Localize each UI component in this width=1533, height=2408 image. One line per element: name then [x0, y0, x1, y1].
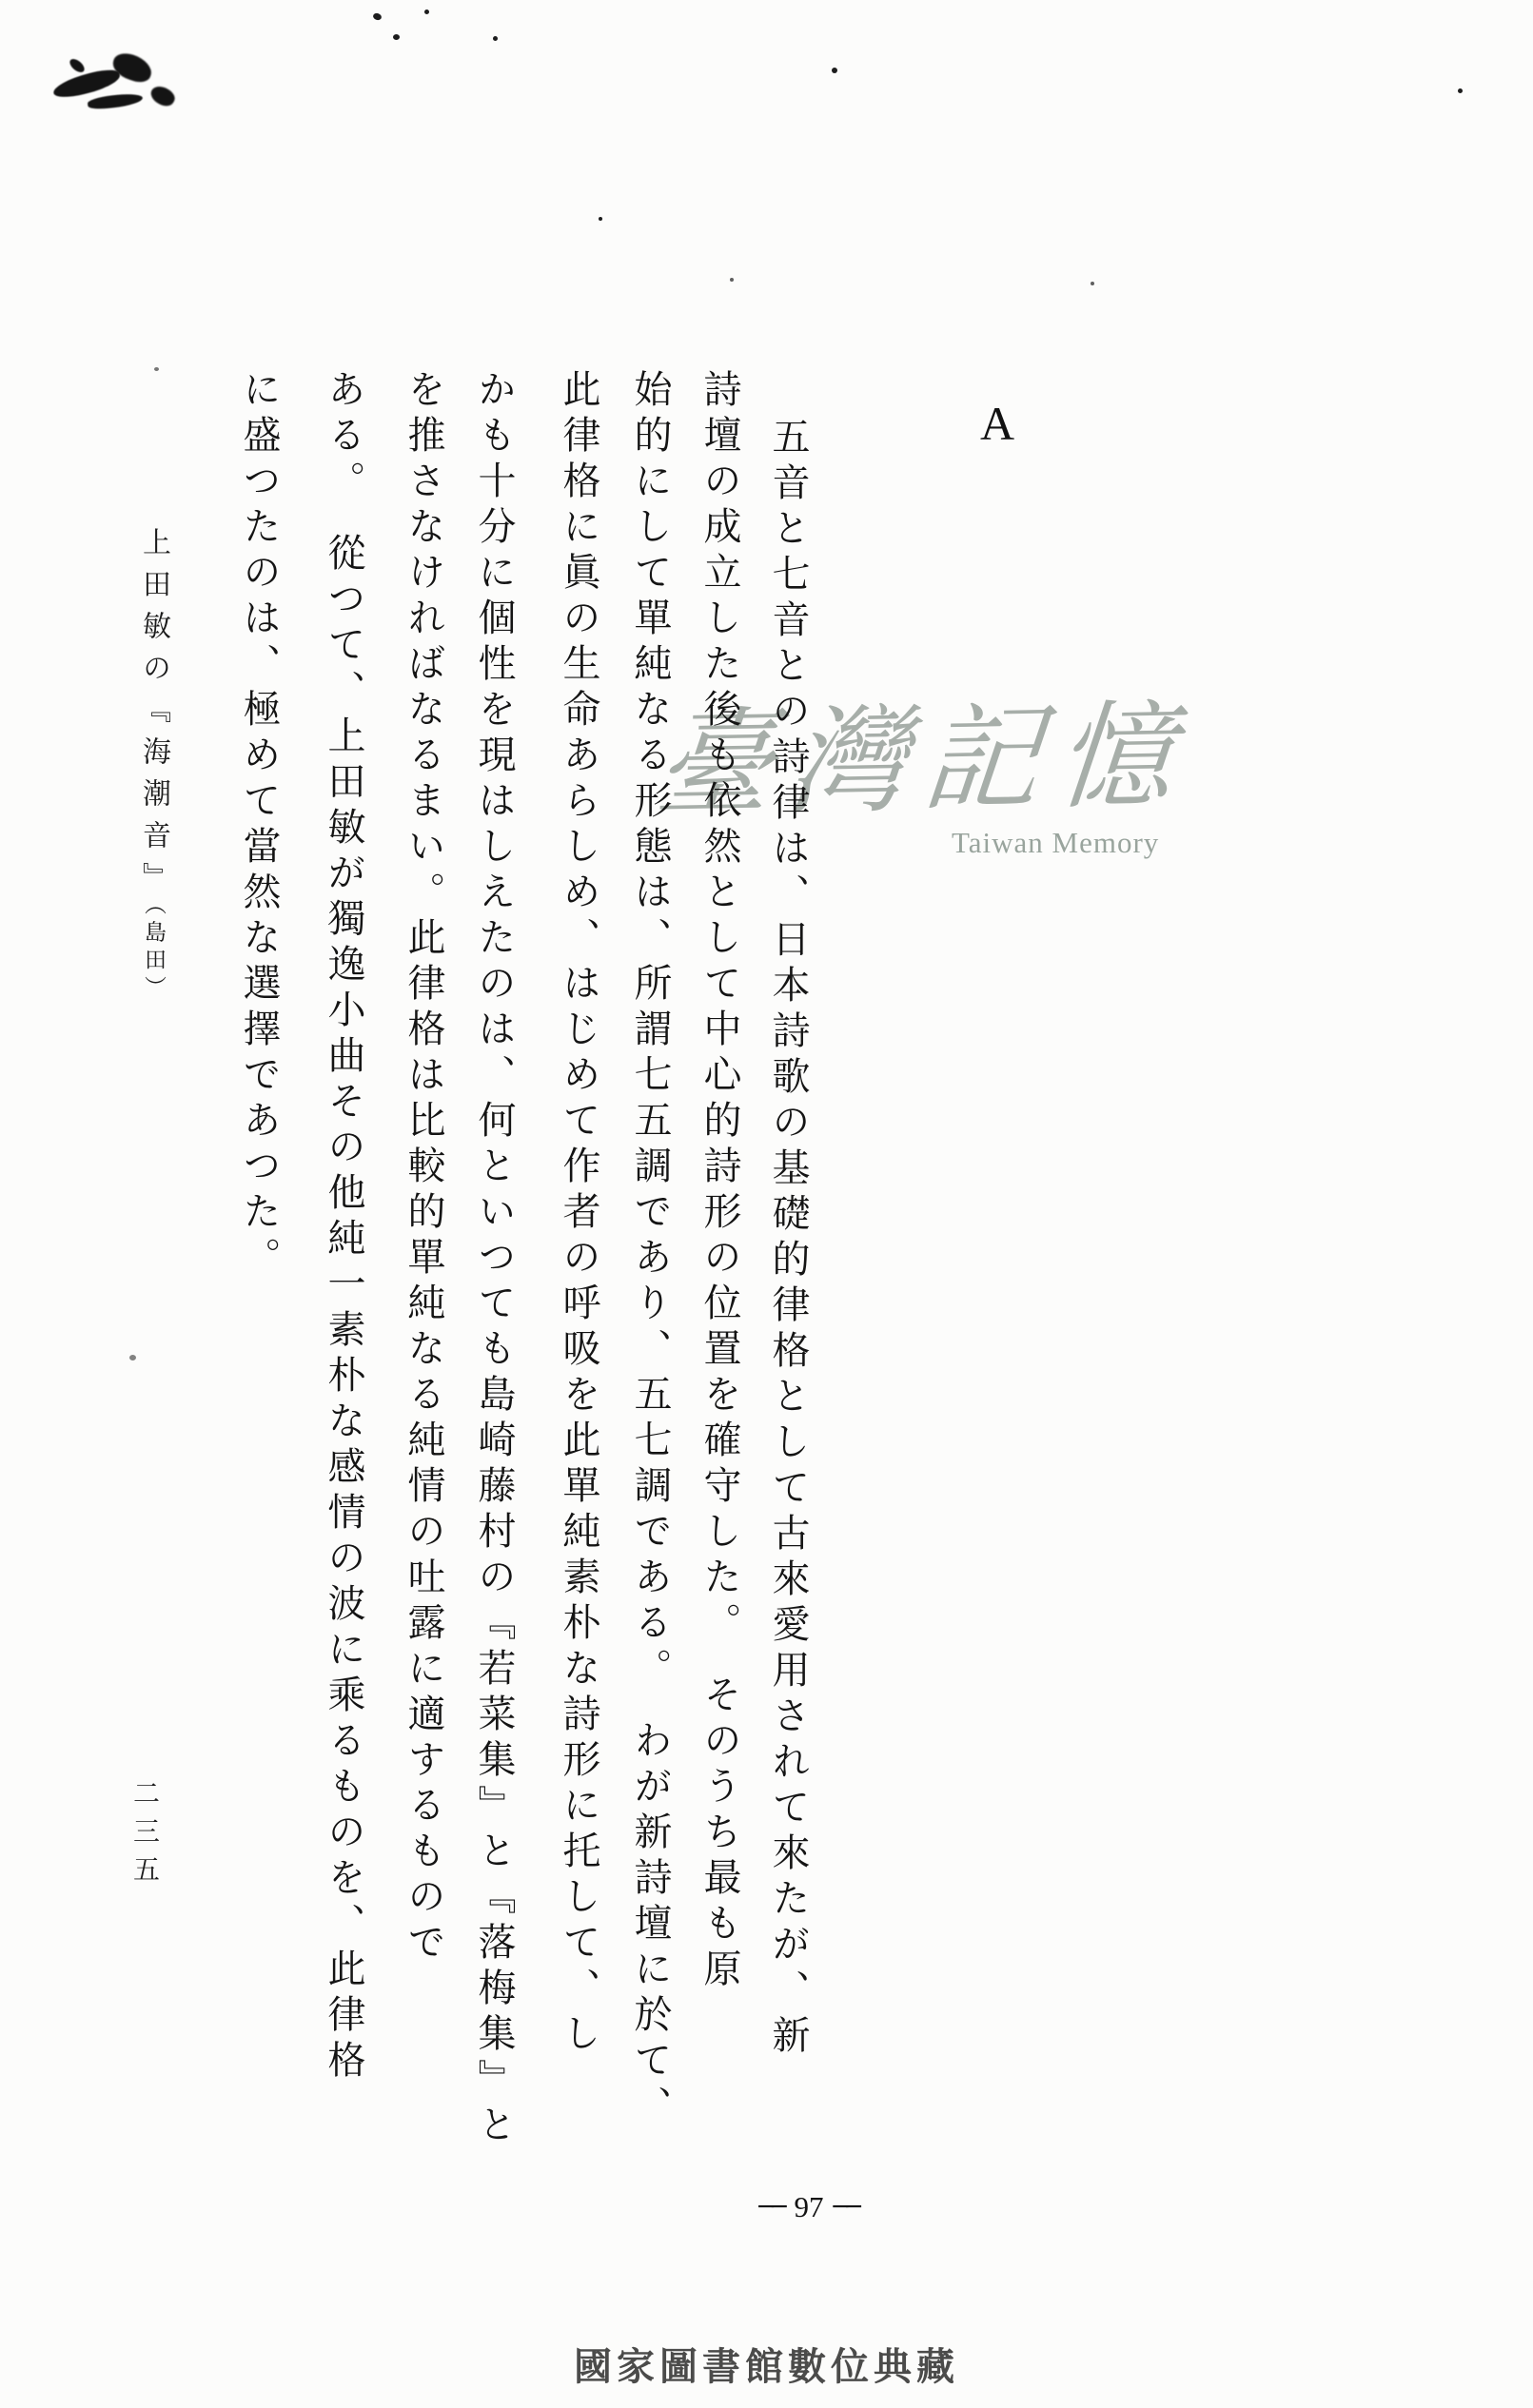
text-column-2: 詩壇の成立した後も依然として中心的詩形の位置を確守した。 そのうち最も原	[698, 369, 741, 1994]
watermark-logo-text: 臺灣記憶	[650, 688, 1196, 832]
ink-speck	[832, 68, 837, 73]
ink-speck	[493, 36, 498, 41]
text-column-8: に盛つたのは、極めて當然な選擇であつた。	[237, 369, 281, 1282]
section-label-a: A	[980, 397, 1015, 450]
text-column-5: かも十分に個性を現はしえたのは、何といつても島崎藤村の『若菜集』と『落梅集』と	[472, 369, 516, 2150]
margin-note	[137, 527, 170, 1004]
page-number-footer	[702, 2190, 915, 2224]
ink-speck	[1458, 88, 1463, 93]
margin-note-title: 上田敏の『海潮音』	[137, 527, 170, 904]
ink-speck	[154, 367, 159, 371]
page-number-dash-right: ──	[833, 2193, 859, 2222]
margin-note-attribution: （島田）	[141, 904, 166, 1004]
volume-page-number: 二三五	[129, 1779, 161, 1893]
ink-speck	[424, 10, 429, 14]
watermark-subtitle: Taiwan Memory	[952, 826, 1160, 859]
library-caption: 國家圖書館數位典藏	[574, 2346, 959, 2388]
ink-speck	[129, 1355, 136, 1361]
ink-speck	[372, 12, 383, 22]
ink-smudge	[68, 56, 87, 74]
page-number-dash-left: ──	[758, 2193, 785, 2222]
text-column-1: 五音と七音との詩律は、日本詩歌の基礎的律格として古來愛用されて來たが、新	[766, 417, 810, 2061]
text-column-7: ある。 從つて、上田敏が獨逸小曲その他純一素朴な感情の波に乘るものを、此律格	[322, 369, 365, 2085]
ink-smudge	[147, 83, 178, 110]
ink-smudge	[87, 92, 143, 110]
text-column-3: 始的にして單純なる形態は、所謂七五調であり、五七調である。 わが新詩壇に於て、	[628, 369, 672, 2131]
ink-speck	[1091, 282, 1094, 285]
text-column-4: 此律格に眞の生命あらしめ、はじめて作者の呼吸を此單純素朴な詩形に托して、し	[557, 369, 600, 2059]
text-column-6: を推さなければなるまい。此律格は比較的單純なる純情の吐露に適するもので	[402, 369, 445, 1968]
ink-speck	[393, 34, 400, 40]
page-number: 97	[794, 2190, 824, 2223]
ink-speck	[599, 217, 602, 221]
ink-speck	[730, 278, 734, 282]
